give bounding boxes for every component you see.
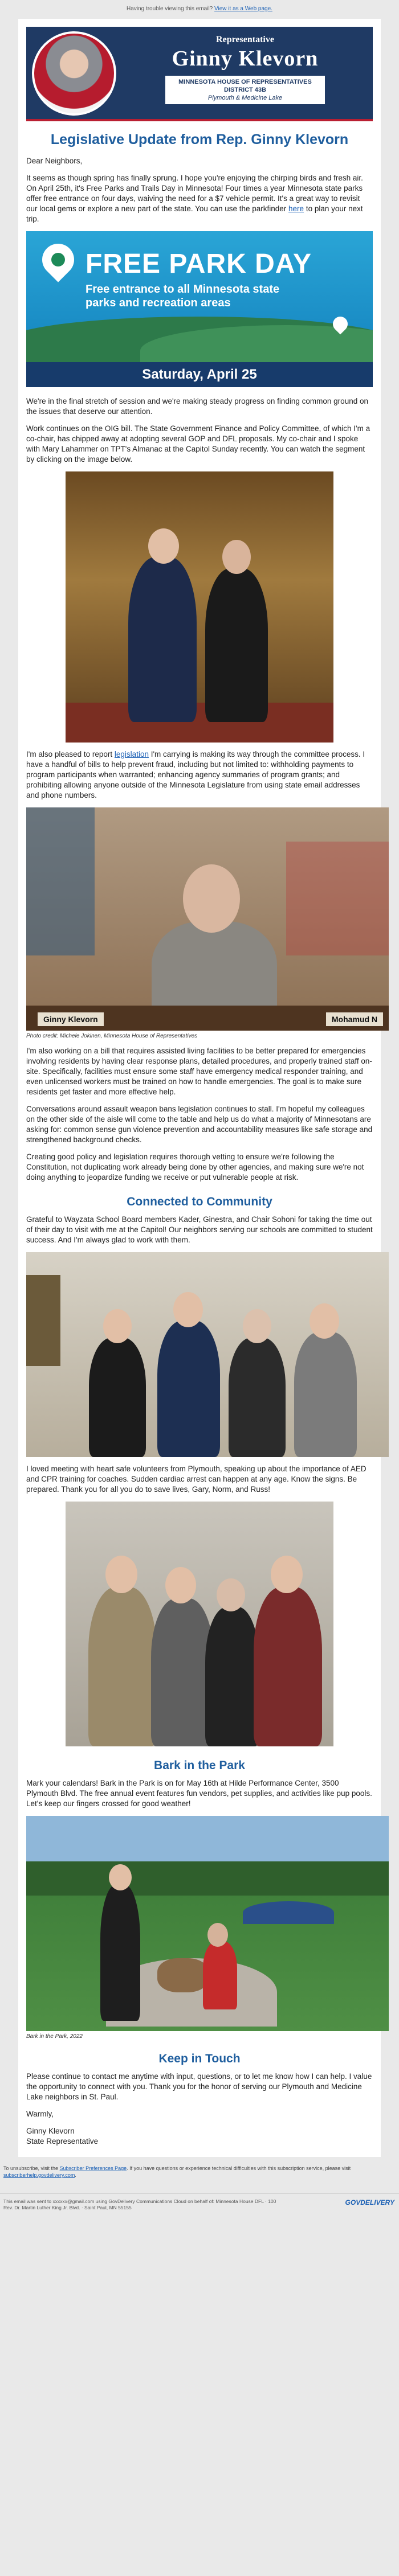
school-board-photo: [26, 1252, 389, 1457]
rep-label: Representative: [216, 35, 274, 44]
paragraph-gun-safety: Conversations around assault weapon bans legislation continues to stall. I'm hopeful my colleagues on the other side of the aisle will come to the table and help us do what a majority of Minnesotans are asking for: common sense gun violence prevention and accountability measures like safe storage and strengthened background checks.: [26, 1105, 373, 1144]
banner-date: Saturday, April 25: [26, 362, 373, 387]
banner-subline: Free entrance to all Minnesota state parks and recreation areas: [85, 283, 280, 309]
house-name: MINNESOTA HOUSE OF REPRESENTATIVES: [178, 79, 312, 85]
greeting: Dear Neighbors,: [26, 157, 83, 165]
parkfinder-link[interactable]: here: [288, 204, 304, 213]
sender-info-line2: Rev. Dr. Martin Luther King Jr. Blvd. · Saint Paul, MN 55155: [3, 2205, 132, 2210]
main-title: Legislative Update from Rep. Ginny Klevorn: [50, 132, 349, 147]
paragraph-assisted-living: I'm also working on a bill that requires assisted living facilities to be better prepared for emergencies involving residents by having clear response plans, detailed procedures, and properly trained staff on-site. Specifically, facilities must ensure some staff have emergency medical responder training, and even unlicensed workers must be trained on how to handle emergencies. The goal is to make sure residents get faster and more effective help.: [26, 1047, 372, 1096]
paragraph-policy: Creating good policy and legislation requires thorough vetting to ensure we're following the Constitution, not duplicating work already being done by other agencies, and making sure we're not doing anything to jeopardize funding we receive or put vulnerable people at risk.: [26, 1152, 364, 1182]
committee-photo: [26, 807, 389, 1031]
signature-role: State Representative: [26, 2137, 99, 2146]
view-web-page-link[interactable]: View it as a Web page.: [214, 6, 272, 12]
subscriber-help-link[interactable]: subscriberhelp.govdelivery.com: [3, 2172, 75, 2178]
rep-name: Ginny Klevorn: [172, 47, 319, 71]
sender-info-line1: This email was sent to xxxxxx@gmail.com using GovDelivery Communications Cloud on behalf of: Minnesota House DFL · 100: [3, 2198, 276, 2204]
district-box: [165, 76, 325, 104]
footer-base: [0, 2193, 399, 2216]
bark-title: Bark in the Park: [154, 1759, 245, 1772]
free-park-day-banner[interactable]: [26, 231, 373, 387]
bark-caption: Bark in the Park, 2022: [26, 2033, 83, 2040]
almanac-photo[interactable]: [66, 471, 333, 743]
signature: [26, 2126, 373, 2147]
paragraph-session: We're in the final stretch of session and we're making steady progress on finding common ground on the issues that deserve our attention.: [26, 397, 368, 416]
paragraph-school-board: Grateful to Wayzata School Board members Kader, Ginestra, and Chair Sohoni for taking the time out of their day to visit with me at the Capitol! Our neighbors serving our schools are committed to student success. And I'm always glad to work with them.: [26, 1215, 373, 1244]
paragraph-bark: Mark your calendars! Bark in the Park is on for May 16th at Hilde Performance Center, 3500 Plymouth Blvd. The free annual event features fun vendors, pet supplies, and activities like pup pools. Let's keep our fingers crossed for good weather!: [26, 1779, 372, 1808]
district-number: DISTRICT 43B: [224, 87, 266, 93]
photo-credit: Photo credit: Michele Jokinen, Minnesota House of Representatives: [26, 1033, 198, 1039]
paragraph-heart-safe: I loved meeting with heart safe volunteers from Plymouth, speaking up about the importance of AED and CPR training for coaches. Sudden cardiac arrest can happen at any age. Know the signs. Be prepared. Thank you for all you do to save lives, Gary, Norm, and Russ!: [26, 1465, 367, 1494]
topbar: [0, 0, 399, 19]
warmly: Warmly,: [26, 2110, 54, 2118]
unsubscribe-footer: To unsubscribe, visit the Subscriber Preferences Page. If you have questions or experience technical difficulties with this subscription service, please visit subscriberhelp.govdelivery.com.: [3, 2165, 351, 2178]
heart-safe-photo: [66, 1502, 333, 1746]
header-title-box: [123, 35, 367, 104]
banner-headline: FREE PARK DAY: [85, 249, 312, 279]
paragraph-keep-in-touch: Please continue to contact me anytime with input, questions, or to let me know how I can help. I value the opportunity to connect with you. Thank you for the honor of serving our Plymouth and Medicine Lake neighbors in St. Paul.: [26, 2072, 372, 2101]
subscriber-preferences-link[interactable]: Subscriber Preferences Page: [59, 2165, 127, 2171]
topbar-text: Having trouble viewing this email?: [127, 6, 213, 12]
nameplate-klevorn: Ginny Klevorn: [38, 1012, 104, 1026]
intro-paragraph: It seems as though spring has finally sprung. I hope you're enjoying the chirping birds and fresh air. On April 25th, it's Free Parks and Trails Day in Minnesota! Four times a year Minnesota state parks offer free entrance on four days, waiving the need for a $7 vehicle permit. It's a great way to revisit our local gems or explore a new part of the state. You can use the parkfinder here to plan your next trip.: [26, 174, 363, 223]
community-title: Connected to Community: [127, 1195, 272, 1208]
keep-title: Keep in Touch: [158, 2052, 241, 2065]
header-banner: [26, 27, 373, 121]
govdelivery-logo[interactable]: GOVDELIVERY: [345, 2198, 394, 2206]
bark-photo: [26, 1816, 389, 2031]
email-body: [18, 19, 381, 2157]
signature-name: Ginny Klevorn: [26, 2127, 75, 2135]
paragraph-oig: Work continues on the OIG bill. The State Government Finance and Policy Committee, of which I'm a co-chair, has chipped away at adopting several GOP and DFL proposals. My co-chair and I spoke with Mary Lahammer on TPT's Almanac at the Capitol Sunday recently. You can watch the segment by clicking on the image below.: [26, 424, 370, 463]
nameplate-colleague: Mohamud N: [326, 1012, 383, 1026]
rep-portrait: [32, 31, 116, 116]
district-cities: Plymouth & Medicine Lake: [207, 95, 283, 101]
paragraph-legislation: I'm also pleased to report legislation I'm carrying is making its way through the committee process. I have a handful of bills to help prevent fraud, including but not limited to: withholding payments to program participants when warranted; enhancing agency summaries of program grants; and prohibiting allowing anyone outside of the Minnesota Legislature from using state email addresses and phone numbers.: [26, 750, 365, 799]
legislation-link[interactable]: legislation: [114, 750, 149, 758]
